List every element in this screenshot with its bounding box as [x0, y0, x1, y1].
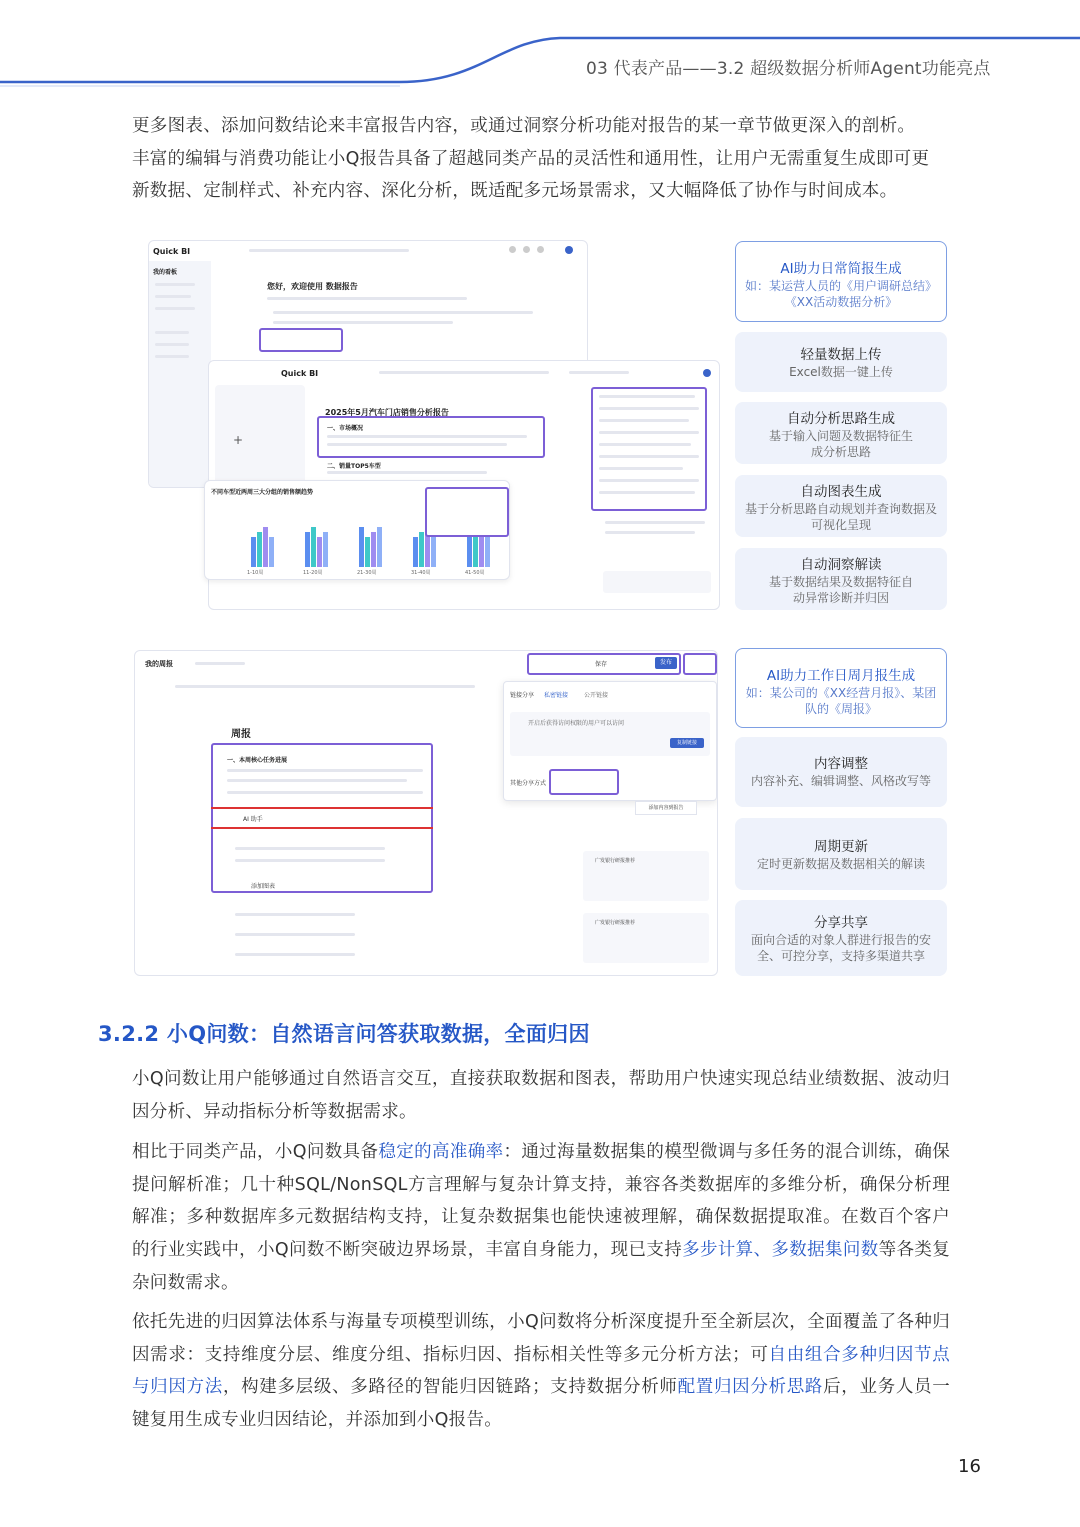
report-section-2: 二、销量TOP5车型	[327, 463, 381, 470]
screenshot-weekly-report	[134, 650, 718, 976]
report-section-1: 一、市场概况	[327, 425, 364, 432]
card-desc: Excel数据一键上传	[789, 365, 893, 379]
copy-link-button[interactable]: 复制链接	[670, 738, 704, 748]
chart-bar	[467, 532, 472, 567]
card-desc: 如：某公司的《XX经营月报》、某团队的《周报》	[745, 686, 937, 716]
drop-indicator-bottom	[211, 827, 433, 829]
x-label: 41-50周	[465, 570, 485, 576]
text-run: 依托先进的归因算法体系与海量专项模型训练，小Q问数将分析深度提升至全新层次，全面覆盖了各种归因需求：支持维度分层、维度分组、指标归因、指标相关性等多元分析方法；可	[132, 1312, 950, 1365]
card-desc: 基于分析思路自动规划并查询数据及可视化呈现	[745, 502, 938, 532]
card-desc: 如：某运营人员的《用户调研总结》《XX活动数据分析》	[744, 279, 937, 309]
feature-card-header	[735, 648, 947, 728]
chart-bar	[479, 537, 484, 567]
intro-paragraph	[132, 110, 950, 208]
feature-card	[735, 402, 947, 464]
chart-bar	[359, 527, 364, 567]
insert-chart-label[interactable]: 添加图表	[251, 883, 276, 890]
other-share-label: 其他分享方式	[510, 780, 547, 787]
card-title: 分享共享	[814, 915, 868, 931]
share-methods-highlight	[549, 769, 619, 795]
chart-bar	[371, 532, 376, 567]
chart-bar	[485, 532, 490, 567]
x-label: 1-10周	[247, 570, 264, 576]
sidebar-title: 我的看板	[153, 269, 178, 276]
x-label: 21-30周	[357, 570, 377, 576]
body-paragraph-2	[132, 1136, 950, 1300]
brand-logo: Quick BI	[153, 247, 191, 256]
chart-bar	[365, 537, 370, 567]
feature-card	[735, 900, 947, 976]
intro-line: 丰富的编辑与消费功能让小Q报告具备了超越同类产品的灵活性和通用性，让用户无需重复生成即可更	[132, 148, 930, 169]
chart-bar	[431, 537, 436, 567]
highlight-text: 多步计算、多数据集问数	[682, 1240, 879, 1261]
card-title: 周期更新	[814, 839, 868, 855]
x-label: 11-20周	[303, 570, 323, 576]
share-icon-highlight	[683, 653, 717, 675]
chart-bar	[257, 532, 262, 567]
share-tab-private[interactable]: 私密链接	[544, 692, 569, 699]
feature-card	[735, 332, 947, 392]
text-run: ：通过海量数据集的模型微调与多任务的混合训练，确保提问解析准；几十种SQL/NonSQL方言理解与复杂计算支持，兼容各类数据库的多维分析，确保分析理解准；多种数据库多元数据结构支持，让复杂数据集也能快速被理解，确保数据提取准。在数百个客户的行业实践中，小Q问数不断突破边界场景，丰富自身能力，现已支持	[132, 1142, 951, 1261]
card-desc: 内容补充、编辑调整、风格改写等	[750, 774, 931, 788]
welcome-text: 您好，欢迎使用 数据报告	[267, 282, 358, 291]
chart-title: 不同车型近两周三大分组的销售额趋势	[211, 489, 314, 496]
list-card	[583, 851, 709, 901]
add-panel: +	[215, 385, 305, 485]
chart-bar	[305, 532, 310, 567]
feature-card	[735, 475, 947, 537]
feature-card	[735, 818, 947, 890]
header-title: 03 代表产品——3.2 超级数据分析师Agent功能亮点	[586, 59, 991, 79]
list-card	[583, 913, 709, 963]
ai-assistant-label[interactable]: AI 助手	[243, 816, 263, 823]
text-run: 后，业务人员一键复用生成专业归因结论，并添加到小Q报告。	[132, 1377, 951, 1431]
section-heading: 3.2.2 小Q问数：自然语言问答获取数据，全面归因	[98, 1022, 590, 1046]
x-label: 31-40周	[411, 570, 431, 576]
section-highlight	[317, 416, 545, 458]
intro-line: 更多图表、添加问数结论来丰富报告内容，或通过洞察分析功能对报告的某一章节做更深入的剖析。	[132, 116, 916, 136]
text-run: 相比于同类产品，小Q问数具备	[132, 1142, 379, 1162]
highlight-text: 配置归因分析思路	[677, 1377, 824, 1398]
publish-button[interactable]: 发布	[655, 657, 677, 669]
share-tab-link[interactable]: 链接分享	[510, 692, 535, 699]
doc-title: 周报	[231, 729, 251, 740]
body-paragraph-1: 小Q问数让用户能够通过自然语言交互，直接获取数据和图表，帮助用户快速实现总结业绩数据、波动归因分析、异动指标分析等数据需求。	[132, 1069, 950, 1122]
back-link[interactable]: 我的周报	[145, 660, 173, 668]
sidebar	[149, 261, 211, 488]
chart-bar	[413, 537, 418, 567]
highlight-text: 自由组合多种归因节点与归因方法	[132, 1344, 951, 1398]
analysis-highlight	[591, 387, 707, 511]
chart-bar	[317, 537, 322, 567]
feature-card	[735, 737, 947, 807]
intro-line: 新数据、定制样式、补充内容、深化分析，既适配多元场景需求，又大幅降低了协作与时间成本。	[132, 181, 898, 202]
highlight-text: 稳定的高准确率	[378, 1142, 504, 1162]
chart-bar	[419, 532, 424, 567]
chart-bar	[377, 527, 382, 567]
input-highlight	[259, 328, 343, 352]
card-title: AI助力日常简报生成	[780, 261, 902, 277]
card-title: 轻量数据上传	[800, 347, 882, 363]
list-item-title: 广发银行研报推荐	[595, 858, 636, 864]
card-title: 内容调整	[814, 756, 868, 772]
card-desc: 基于输入问题及数据特征生成分析思路	[768, 429, 913, 459]
drop-indicator-top	[211, 807, 433, 809]
page-number: 16	[958, 1456, 981, 1477]
feature-card-header	[735, 241, 947, 322]
card-desc: 面向合适的对象人群进行报告的安全、可控分享，支持多渠道共享	[750, 933, 931, 963]
text-run: ，构建多层级、多路径的智能归因链路；支持数据分析师	[222, 1377, 678, 1398]
card-desc: 基于数据结果及数据特征自动异常诊断并归因	[768, 575, 913, 605]
list-item-title: 广发银行研报推荐	[595, 920, 636, 926]
chart-bar	[269, 537, 274, 567]
chart-bar	[263, 527, 268, 567]
card-title: 自动分析思路生成	[787, 411, 895, 427]
text-run: 等各类复杂问数需求。	[132, 1240, 950, 1293]
x-axis-labels	[241, 569, 503, 579]
tooltip-highlight	[425, 487, 509, 537]
block-heading: 一、本周核心任务进展	[227, 757, 288, 764]
card-title: 自动图表生成	[800, 484, 882, 500]
report-title: 2025年5月汽车门店销售分析报告	[325, 408, 449, 417]
card-desc: 定时更新数据及数据相关的解读	[756, 857, 925, 871]
header-decoration	[0, 0, 1080, 100]
chart-bar	[323, 532, 328, 567]
screenshot-chart	[204, 480, 510, 580]
chart-bar	[251, 537, 256, 567]
chart-bar	[311, 527, 316, 567]
save-button[interactable]: 保存	[595, 661, 608, 668]
body-paragraph-3	[132, 1306, 950, 1437]
card-title: 自动洞察解读	[800, 557, 882, 573]
card-title: AI助力工作日周月报生成	[766, 668, 916, 684]
brand-logo-2: Quick BI	[281, 369, 319, 378]
feature-card	[735, 548, 947, 610]
add-to-report-tip[interactable]: 添加内容到报告	[635, 801, 697, 815]
share-tab-public[interactable]: 公开链接	[584, 692, 609, 699]
share-tip: 开启后获得访问权限的用户可以访问	[528, 720, 625, 727]
